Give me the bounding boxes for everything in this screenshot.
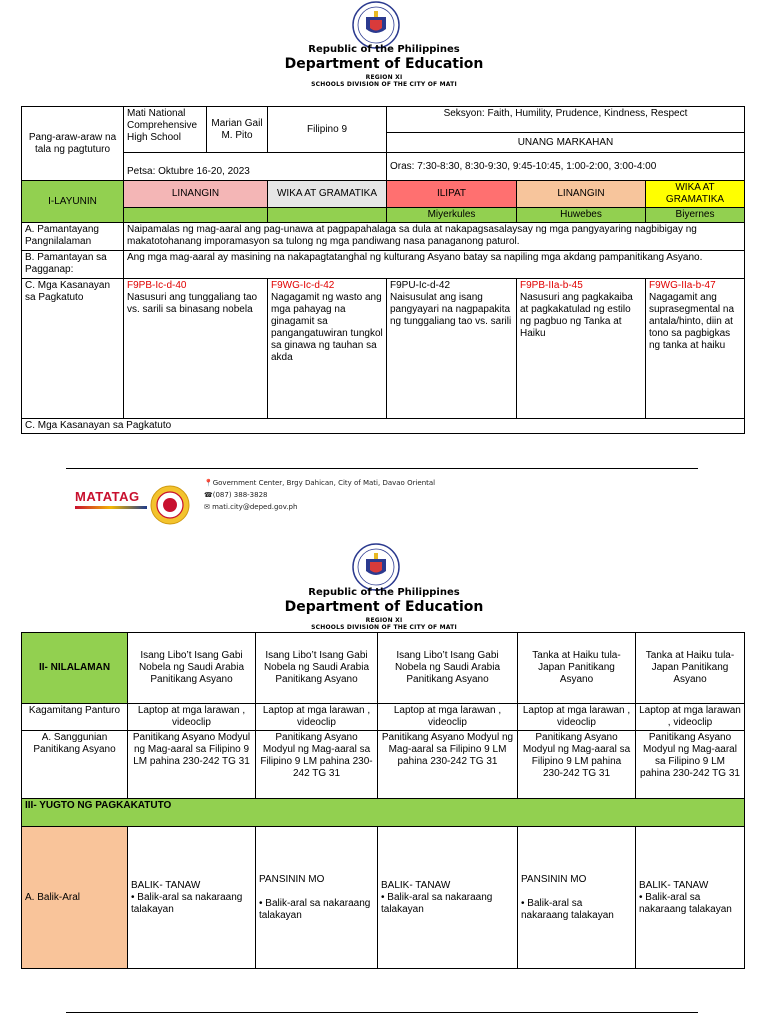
- petsa-text: [124, 153, 387, 181]
- school-logo-icon: [150, 485, 190, 525]
- balik-aral-cell-4: [518, 827, 636, 969]
- balik-title-1: BALIK- TANAW: [131, 879, 201, 891]
- deped-seal-icon: [352, 1, 400, 49]
- pamantayang-text: Naipamalas ng mag-aaral ang pag-unawa at pagpapahalaga sa dula at nakapagsasalaysay ng mga pangyayaring nagbibigay ng makatotohanang imporamasyon sa tulong ng mga pandiwang nasa panaganong paturol.: [124, 223, 745, 251]
- phone-icon: ☎: [204, 491, 213, 499]
- kagamitan-label: Kagamitang Panturo: [22, 704, 128, 731]
- matatag-logo: MATATAG: [75, 489, 140, 504]
- school-name: Mati National Comprehensive High School: [124, 107, 207, 153]
- balik-text-1: • Balik-aral sa nakaraang talakayan: [131, 891, 243, 915]
- footer-address: [204, 479, 435, 487]
- kasanayan-label: C. Mga Kasanayan sa Pagkatuto: [22, 279, 124, 419]
- balik-title-3: BALIK- TANAW: [381, 879, 451, 891]
- sanggunian-1: Panitikang Asyano Modyul ng Mag-aaral sa Filipino 9 LM pahina 230-242 TG 31: [128, 731, 256, 799]
- kagamitan-4: Laptop at mga larawan , videoclip: [518, 704, 636, 731]
- division-label-page2: SCHOOLS DIVISION OF THE CITY OF MATI: [311, 624, 457, 631]
- balik-text-3: • Balik-aral sa nakaraang talakayan: [381, 891, 493, 915]
- sanggunian-4: Panitikang Asyano Modyul ng Mag-aaral sa Filipino 9 LM pahina 230-242 TG 31: [518, 731, 636, 799]
- day-header-3: ILIPAT: [387, 181, 517, 208]
- dll-title: Pang-araw-araw na tala ng pagtuturo: [22, 107, 124, 181]
- pagganap-text: Ang mga mag-aaral ay masining na nakapagtatanghal ng kulturang Asyano batay sa napiling mga akdang pampanitikang Asyano.: [124, 251, 745, 279]
- balik-aral-label: A. Balik-Aral: [22, 827, 128, 969]
- kasanayan-code-4: F9PB-IIa-b-45: [520, 280, 583, 291]
- kasanayan-cell-4: [517, 279, 646, 419]
- balik-title-2: PANSININ MO: [259, 873, 325, 885]
- footer-email-text: mati.city@deped.gov.ph: [212, 503, 298, 511]
- balik-title-4: PANSININ MO: [521, 873, 587, 885]
- email-icon: ✉: [204, 503, 210, 511]
- kagamitan-1: Laptop at mga larawan , videoclip: [128, 704, 256, 731]
- day-name-3: Miyerkules: [387, 208, 517, 223]
- kagamitan-3: Laptop at mga larawan , videoclip: [378, 704, 518, 731]
- nilalaman-1: Isang Libo’t Isang Gabi Nobela ng Saudi Arabia Panitikang Asyano: [128, 633, 256, 704]
- pamantayang-label: A. Pamantayang Pangnilalaman: [22, 223, 124, 251]
- oras-text: Oras: 7:30-8:30, 8:30-9:30, 9:45-10:45, 1:00-2:00, 3:00-4:00: [387, 153, 745, 181]
- balik-aral-cell-2: [256, 827, 378, 969]
- kasanayan-cell-1: [124, 279, 268, 419]
- balik-text-4: • Balik-aral sa nakaraang talakayan: [521, 897, 614, 921]
- layunin-label: I-LAYUNIN: [22, 181, 124, 223]
- division-label: SCHOOLS DIVISION OF THE CITY OF MATI: [311, 81, 457, 88]
- sanggunian-2: Panitikang Asyano Modyul ng Mag-aaral sa Filipino 9 LM pahina 230-242 TG 31: [256, 731, 378, 799]
- kasanayan-code-1: F9PB-Ic-d-40: [127, 280, 187, 291]
- nilalaman-5: Tanka at Haiku tula-Japan Panitikang Asyano: [636, 633, 745, 704]
- balik-aral-cell-5: [636, 827, 745, 969]
- location-pin-icon: 📍: [204, 479, 213, 487]
- yugto-label: III- YUGTO NG PAGKAKATUTO: [22, 799, 745, 827]
- sanggunian-3: Panitikang Asyano Modyul ng Mag-aaral sa Filipino 9 LM pahina 230-242 TG 31: [378, 731, 518, 799]
- kasanayan-code-5: F9WG-IIa-b-47: [649, 280, 716, 291]
- department-heading: Department of Education: [284, 56, 484, 72]
- kasanayan-code-3: F9PU-Ic-d-42: [390, 280, 451, 291]
- kasanayan-bottom-label: C. Mga Kasanayan sa Pagkatuto: [22, 419, 745, 434]
- pagganap-label: B. Pamantayan sa Pagganap:: [22, 251, 124, 279]
- republic-heading-page2: Republic of the Philippines: [308, 587, 460, 598]
- matatag-logo-underline: [75, 506, 147, 509]
- day-name-2: [268, 208, 387, 223]
- day-header-1: LINANGIN: [124, 181, 268, 208]
- kasanayan-code-2: F9WG-Ic-d-42: [271, 280, 335, 291]
- republic-heading: Republic of the Philippines: [308, 44, 460, 55]
- footer-address-text: Government Center, Brgy Dahican, City of Mati, Davao Oriental: [212, 479, 436, 487]
- kasanayan-cell-5: [646, 279, 745, 419]
- footer-divider: [66, 468, 698, 469]
- balik-text-5: • Balik-aral sa nakaraang talakayan: [639, 891, 732, 915]
- petsa-value: Petsa: Oktubre 16-20, 2023: [127, 165, 250, 177]
- dll-table-page1: [21, 106, 745, 434]
- region-label: REGION XI: [365, 74, 403, 81]
- subject-name: Filipino 9: [268, 107, 387, 153]
- day-name-5: Biyernes: [646, 208, 745, 223]
- footer-divider-page2: [66, 1012, 698, 1013]
- footer-phone: [204, 491, 267, 499]
- kagamitan-5: Laptop at mga larawan , videoclip: [636, 704, 745, 731]
- day-name-4: Huwebes: [517, 208, 646, 223]
- deped-seal-icon-page2: [352, 543, 400, 591]
- nilalaman-2: Isang Libo’t Isang Gabi Nobela ng Saudi Arabia Panitikang Asyano: [256, 633, 378, 704]
- balik-aral-cell-1: [128, 827, 256, 969]
- teacher-name: Marian Gail M. Pito: [207, 107, 268, 153]
- markahan-text: UNANG MARKAHAN: [387, 133, 745, 153]
- balik-aral-cell-3: [378, 827, 518, 969]
- sanggunian-5: Panitikang Asyano Modyul ng Mag-aaral sa Filipino 9 LM pahina 230-242 TG 31: [636, 731, 745, 799]
- kasanayan-cell-2: [268, 279, 387, 419]
- seksyon-text: Seksyon: Faith, Humility, Prudence, Kindness, Respect: [387, 107, 745, 133]
- kasanayan-text-4: Nasusuri ang pagkakaiba at pagkakatulad ng estilo ng pagbuo ng Tanka at Haiku: [520, 292, 633, 339]
- nilalaman-label: II- NILALAMAN: [22, 633, 128, 704]
- dll-table-page2: [21, 632, 745, 969]
- nilalaman-4: Tanka at Haiku tula-Japan Panitikang Asyano: [518, 633, 636, 704]
- kasanayan-cell-3: [387, 279, 517, 419]
- sanggunian-label: A. Sanggunian Panitikang Asyano: [22, 731, 128, 799]
- day-name-1: [124, 208, 268, 223]
- nilalaman-3: Isang Libo’t Isang Gabi Nobela ng Saudi Arabia Panitikang Asyano: [378, 633, 518, 704]
- day-header-5: WIKA AT GRAMATIKA: [646, 181, 745, 208]
- kasanayan-text-5: Nagagamit ang suprasegmental na antala/hinto, diin at tono sa pagbigkas ng tanka at haiku: [649, 292, 735, 351]
- kasanayan-text-1: Nasusuri ang tunggaliang tao vs. sarili sa binasang nobela: [127, 292, 258, 315]
- balik-title-5: BALIK- TANAW: [639, 879, 709, 891]
- day-header-2: WIKA AT GRAMATIKA: [268, 181, 387, 208]
- day-header-4: LINANGIN: [517, 181, 646, 208]
- region-label-page2: REGION XI: [365, 617, 403, 624]
- kasanayan-text-3: Naisusulat ang isang pangyayari na nagpapakita ng tunggaliang tao vs. sarili: [390, 292, 512, 327]
- kagamitan-2: Laptop at mga larawan , videoclip: [256, 704, 378, 731]
- kasanayan-text-2: Nagagamit ng wasto ang mga pahayag na ginagamit sa pangangatuwiran tungkol sa ginawa ng tauhan sa akda: [271, 292, 383, 363]
- department-heading-page2: Department of Education: [284, 599, 484, 615]
- footer-email: [204, 503, 297, 511]
- footer-phone-text: (087) 388-3828: [212, 491, 268, 499]
- balik-text-2: • Balik-aral sa nakaraang talakayan: [259, 897, 371, 921]
